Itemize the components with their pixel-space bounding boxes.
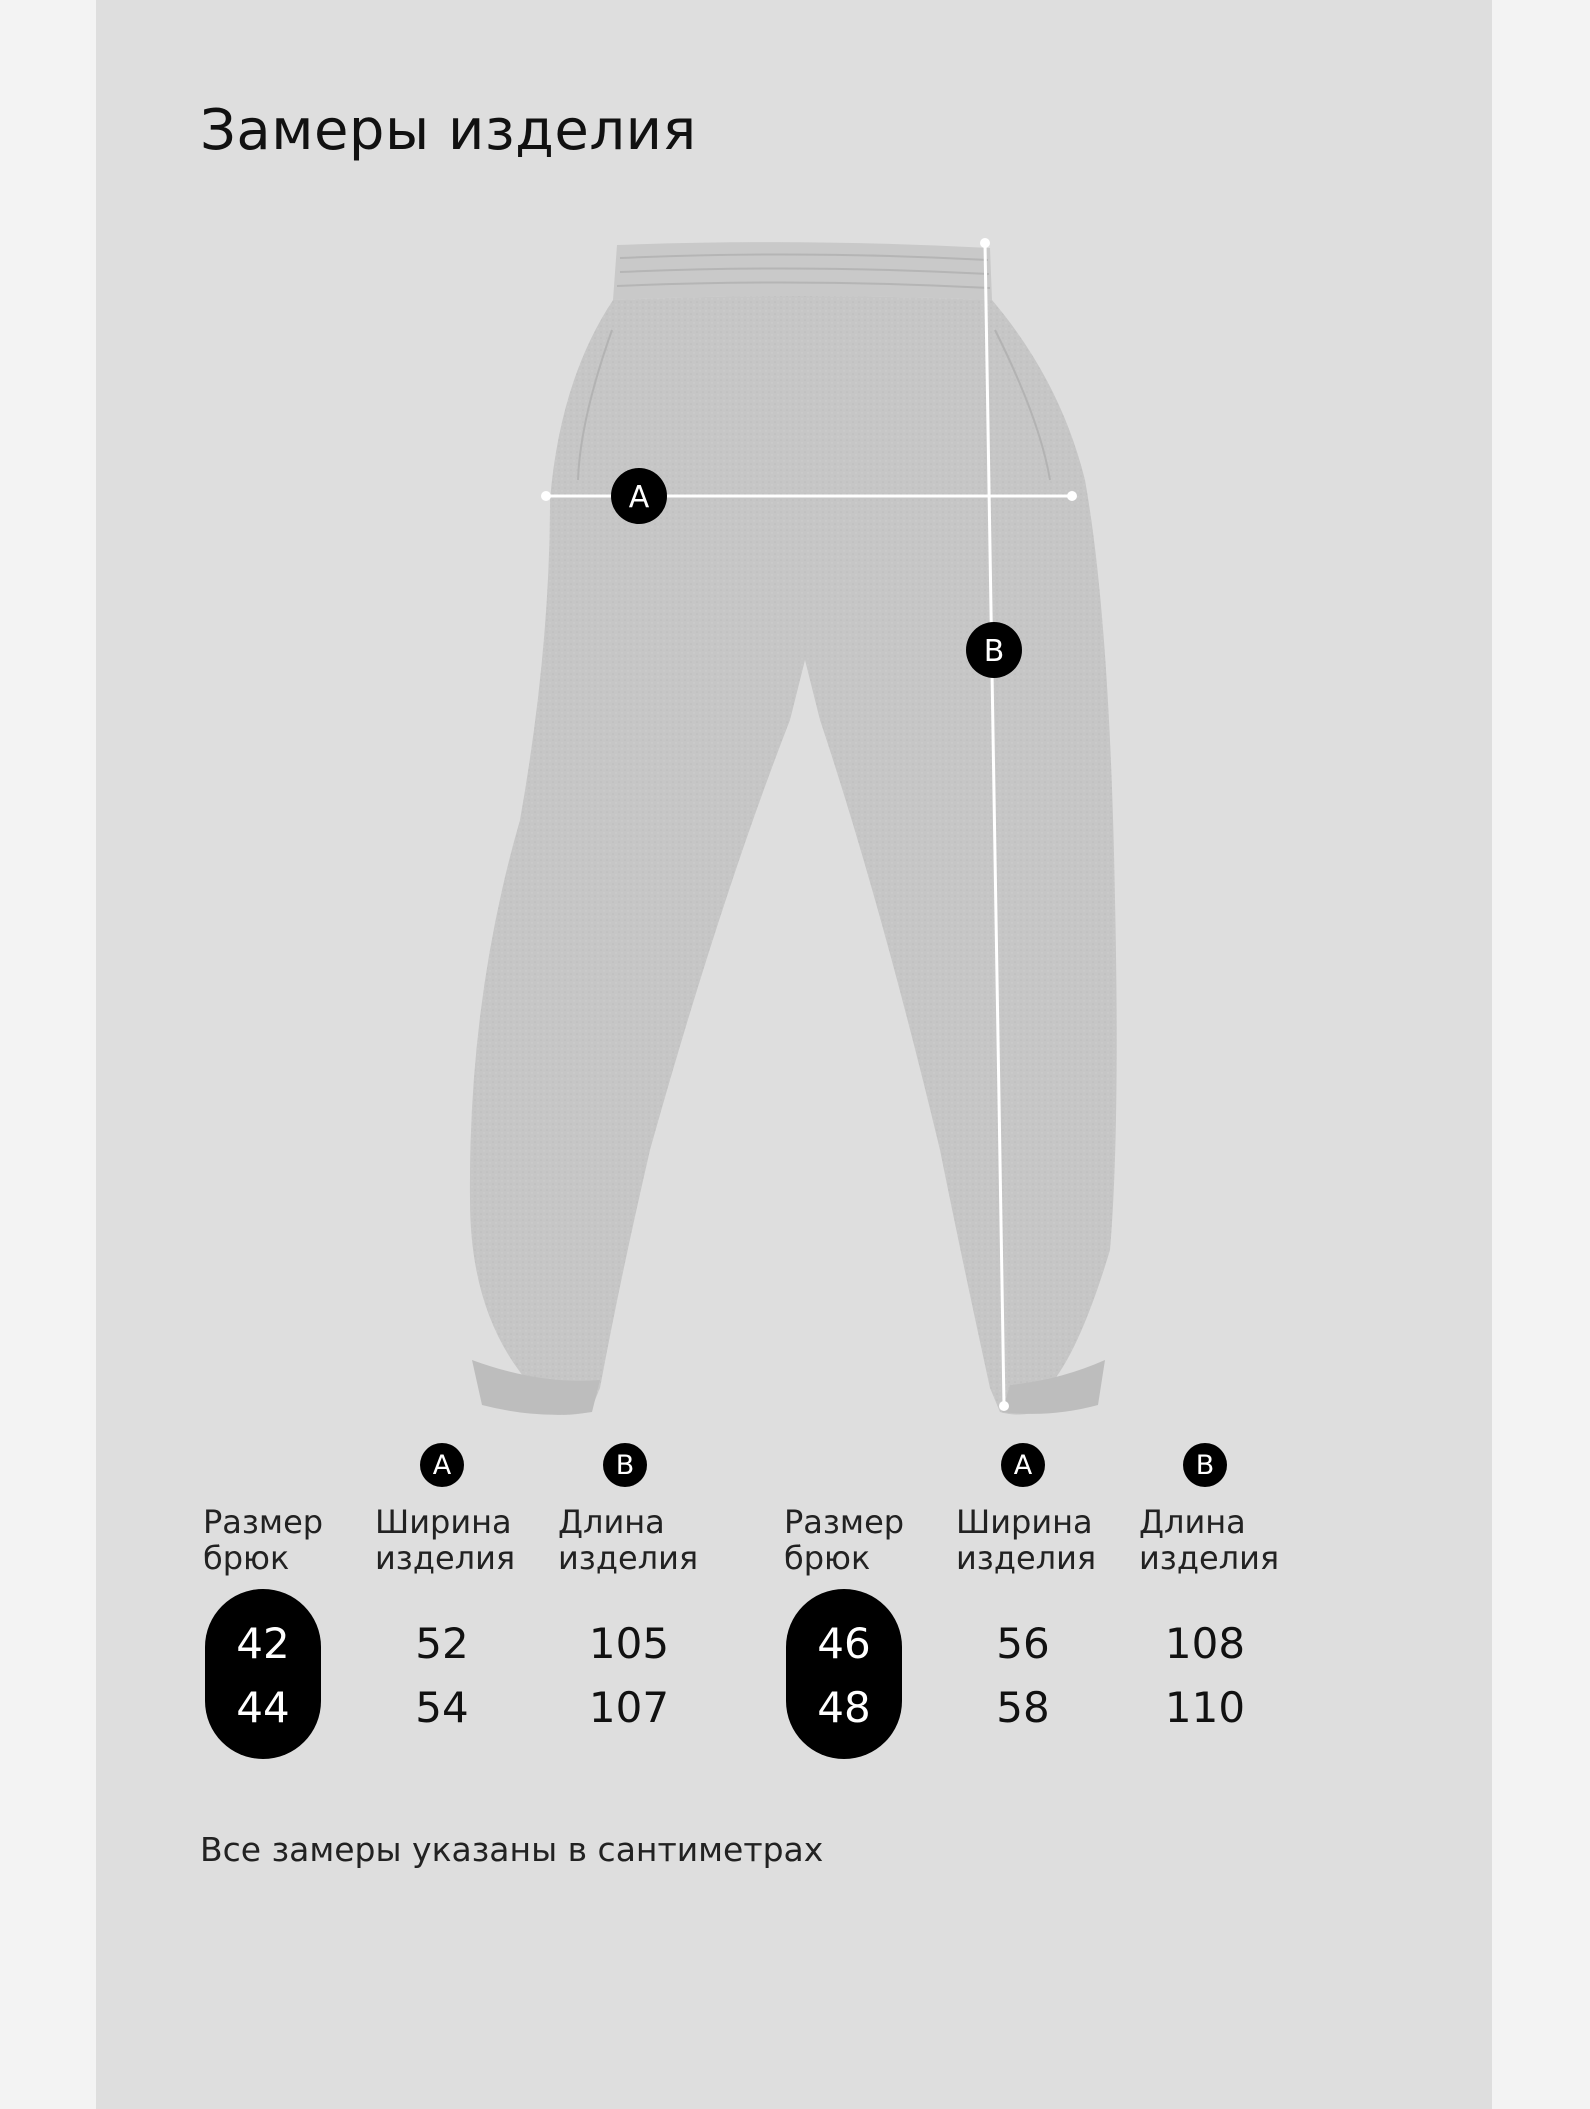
width-value: 52 (415, 1619, 469, 1668)
header-length-2: Длина изделия (1139, 1503, 1280, 1577)
header-width-1: Ширина изделия (375, 1503, 516, 1577)
marker-a-label: A (628, 480, 650, 515)
header-length-1: Длина изделия (558, 1503, 699, 1577)
marker-b-badge (966, 622, 1022, 678)
width-value: 54 (415, 1683, 469, 1732)
header-width-2: Ширина изделия (956, 1503, 1097, 1577)
marker-a-badge (611, 468, 667, 524)
header-size-1: Размер брюк (203, 1503, 324, 1577)
page-title: Замеры изделия (200, 98, 697, 163)
column-b-badge-2: B (1183, 1443, 1227, 1487)
length-value: 105 (588, 1619, 670, 1668)
column-a-badge-2: A (1001, 1443, 1045, 1487)
width-value: 58 (996, 1683, 1050, 1732)
size-value: 48 (817, 1683, 871, 1732)
size-value: 44 (236, 1683, 290, 1732)
size-value: 42 (236, 1619, 290, 1668)
width-value: 56 (996, 1619, 1050, 1668)
marker-b-label: B (983, 634, 1005, 669)
length-value: 110 (1164, 1683, 1246, 1732)
units-note: Все замеры указаны в сантиметрах (200, 1830, 824, 1869)
header-size-2: Размер брюк (784, 1503, 905, 1577)
column-a-badge-1: A (420, 1443, 464, 1487)
size-value: 46 (817, 1619, 871, 1668)
column-b-badge-1: B (603, 1443, 647, 1487)
size-pill-2 (786, 1589, 902, 1759)
pants-illustration (470, 242, 1117, 1415)
length-value: 107 (588, 1683, 670, 1732)
size-pill-1 (205, 1589, 321, 1759)
length-value: 108 (1164, 1619, 1246, 1668)
